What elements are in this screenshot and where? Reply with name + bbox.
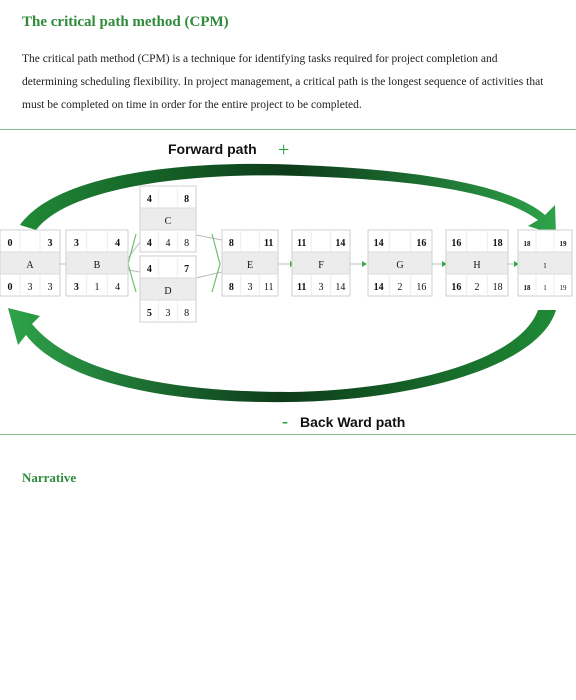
late-finish: 14 — [335, 281, 346, 293]
late-start: 14 — [373, 281, 384, 293]
late-finish: 4 — [115, 281, 121, 293]
duration: 3 — [165, 307, 171, 319]
early-start: 16 — [451, 237, 462, 249]
backward-arrow — [8, 308, 556, 402]
early-start: 14 — [373, 237, 384, 249]
activity-node-f — [292, 230, 350, 296]
backward-minus-sign: - — [282, 411, 288, 431]
activity-name: E — [246, 259, 254, 271]
early-finish: 8 — [184, 193, 190, 205]
activity-node-i — [518, 230, 572, 296]
late-finish: 8 — [184, 307, 190, 319]
duration: 1 — [543, 283, 547, 292]
duration: 3 — [318, 281, 324, 293]
activity-name: C — [164, 215, 172, 227]
early-finish: 18 — [492, 237, 503, 249]
duration: 4 — [165, 237, 171, 249]
late-finish: 16 — [416, 281, 427, 293]
late-finish: 3 — [47, 281, 53, 293]
activity-name: G — [396, 259, 404, 271]
duration: 1 — [94, 281, 100, 293]
cpm-network-svg — [0, 130, 576, 435]
early-finish: 3 — [47, 237, 53, 249]
early-finish: 11 — [263, 237, 274, 249]
activity-name: F — [318, 259, 324, 271]
late-finish: 19 — [559, 283, 567, 292]
duration: 2 — [397, 281, 403, 293]
early-start: 0 — [7, 237, 13, 249]
activity-name: A — [26, 259, 34, 271]
duration: 3 — [27, 281, 33, 293]
early-finish: 4 — [115, 237, 121, 249]
activity-name: B — [93, 259, 101, 271]
activity-node-e — [222, 230, 278, 296]
late-start: 8 — [228, 281, 234, 293]
early-start: 4 — [146, 193, 152, 205]
document-title: The critical path method (CPM) — [22, 14, 229, 30]
early-finish: 19 — [559, 239, 567, 248]
cpm-diagram — [0, 130, 576, 435]
late-start: 16 — [451, 281, 462, 293]
intro-paragraph: The critical path method (CPM) is a technique for identifying tasks required for project completion and determining scheduling flexibility. In project management, a critical path is the longest sequence of activities that must be completed on time in order for the entire project to be completed. — [22, 53, 544, 111]
activity-node-d — [140, 256, 196, 322]
activity-name: I — [543, 261, 547, 270]
forward-plus-sign: + — [278, 139, 290, 161]
forward-arrow — [20, 164, 556, 235]
early-start: 4 — [146, 263, 152, 275]
late-start: 11 — [296, 281, 307, 293]
late-start: 0 — [7, 281, 13, 293]
activity-nodes — [0, 186, 572, 322]
late-start: 3 — [73, 281, 79, 293]
late-finish: 18 — [492, 281, 503, 293]
forward-path-label: Forward path — [168, 141, 257, 157]
early-finish: 16 — [416, 237, 427, 249]
bottom-divider — [0, 434, 576, 435]
late-start: 4 — [146, 237, 152, 249]
activity-node-b — [66, 230, 128, 296]
duration: 2 — [474, 281, 480, 293]
activity-name: H — [473, 259, 481, 271]
activity-name: D — [164, 285, 172, 297]
late-start: 18 — [523, 283, 531, 292]
early-finish: 14 — [335, 237, 346, 249]
backward-path-label: Back Ward path — [300, 414, 406, 430]
narrative-heading: Narrative — [22, 470, 77, 485]
early-start: 11 — [296, 237, 307, 249]
early-start: 18 — [523, 239, 531, 248]
late-finish: 8 — [184, 237, 190, 249]
early-finish: 7 — [184, 263, 190, 275]
activity-node-h — [446, 230, 508, 296]
early-start: 8 — [228, 237, 234, 249]
early-start: 3 — [73, 237, 79, 249]
activity-node-c — [140, 186, 196, 252]
late-start: 5 — [146, 307, 152, 319]
late-finish: 11 — [263, 281, 274, 293]
duration: 3 — [247, 281, 253, 293]
activity-node-g — [368, 230, 432, 296]
activity-node-a — [0, 230, 60, 296]
